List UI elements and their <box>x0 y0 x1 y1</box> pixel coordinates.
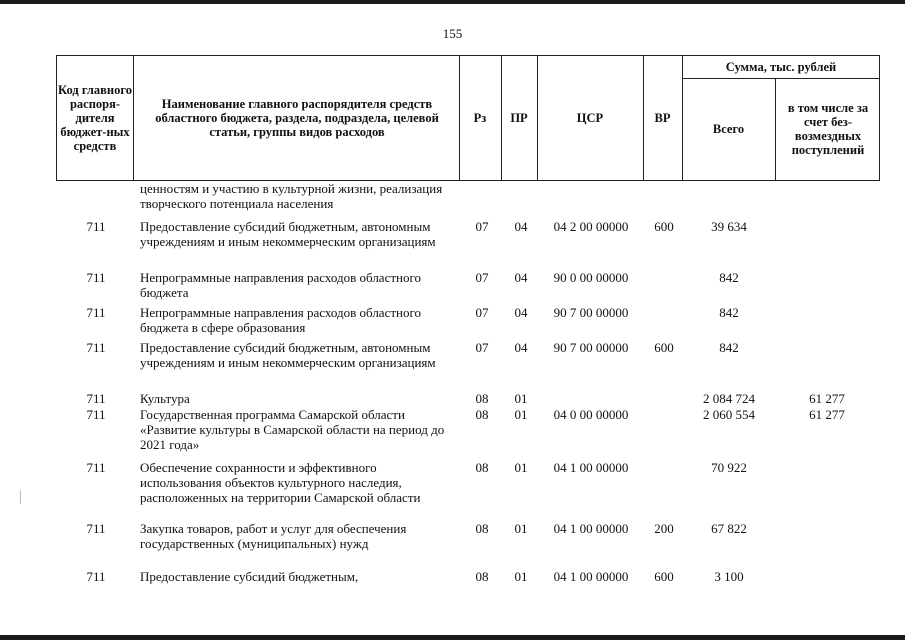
col-divider <box>775 78 776 180</box>
cell-rz: 08 <box>475 569 489 584</box>
table-row <box>56 270 880 305</box>
cell-vr: 600 <box>654 340 674 355</box>
cell-pr: 04 <box>514 270 528 285</box>
cell-pr: 04 <box>514 305 528 320</box>
cell-code: 711 <box>86 340 106 355</box>
cell-csr: 04 2 00 00000 <box>553 219 629 234</box>
cell-pr: 01 <box>514 407 528 422</box>
cell-name: Государственная программа Самарской области «Развитие культуры в Самарской области на период до 2021 года» <box>140 407 445 452</box>
table-row <box>56 460 880 521</box>
header-sum: Сумма, тыс. рублей <box>725 60 837 74</box>
table-row <box>56 569 880 585</box>
table-row <box>56 391 880 407</box>
col-divider <box>133 56 134 180</box>
cell-name: Непрограммные направления расходов областного бюджета в сфере образования <box>140 305 421 335</box>
header-csr: ЦСР <box>576 111 604 125</box>
cell-csr: 04 0 00 00000 <box>553 407 629 422</box>
scan-top-border <box>0 0 905 4</box>
table-body <box>56 181 880 585</box>
cell-csr: 04 1 00 00000 <box>553 569 629 584</box>
cell-vr: 600 <box>654 219 674 234</box>
header-rz: Рз <box>473 111 487 125</box>
cell-code: 711 <box>86 521 106 536</box>
cell-name: Предоставление субсидий бюджетным, <box>140 569 359 584</box>
cell-free: 61 277 <box>809 407 845 422</box>
cell-code: 711 <box>86 270 106 285</box>
cell-rz: 08 <box>475 391 489 406</box>
cell-total: 67 822 <box>711 521 747 536</box>
scan-edge-mark <box>20 490 21 504</box>
header-vr: ВР <box>654 111 671 125</box>
cell-total: 2 084 724 <box>703 391 755 406</box>
table-row <box>56 219 880 270</box>
cell-pr: 01 <box>514 569 528 584</box>
cell-total: 842 <box>719 340 739 355</box>
cell-free: 61 277 <box>809 391 845 406</box>
cell-total: 3 100 <box>714 569 744 584</box>
header-name: Наименование главного распорядителя средств областного бюджета, раздела, подраздела, целевой статьи, группы видов расходов <box>155 97 439 139</box>
cell-name: Предоставление субсидий бюджетным, автономным учреждениям и иным некоммерческим организациям <box>140 340 436 370</box>
cell-code: 711 <box>86 305 106 320</box>
cell-csr: 90 7 00 00000 <box>553 340 629 355</box>
page-number: 155 <box>442 26 463 41</box>
cell-pr: 01 <box>514 391 528 406</box>
scan-bottom-border <box>0 635 905 640</box>
cell-code: 711 <box>86 391 106 406</box>
cell-csr: 04 1 00 00000 <box>553 460 629 475</box>
cell-pr: 04 <box>514 340 528 355</box>
cell-csr: 90 7 00 00000 <box>553 305 629 320</box>
header-total: Всего <box>712 122 745 136</box>
cell-pr: 04 <box>514 219 528 234</box>
cell-pr: 01 <box>514 521 528 536</box>
cell-total: 70 922 <box>711 460 747 475</box>
cell-name: Закупка товаров, работ и услуг для обеспечения государственных (муниципальных) нужд <box>140 521 407 551</box>
cell-rz: 08 <box>475 521 489 536</box>
cell-rz: 07 <box>475 219 489 234</box>
table-row <box>56 305 880 340</box>
cell-code: 711 <box>86 460 106 475</box>
cell-vr: 200 <box>654 521 674 536</box>
cell-name: ценностям и участию в культурной жизни, реализация творческого потенциала населения <box>140 181 443 211</box>
cell-name: Культура <box>140 391 190 406</box>
cell-name: Обеспечение сохранности и эффективного использования объектов культурного наследия, расположенных на территории Самарской области <box>140 460 421 505</box>
cell-code: 711 <box>86 569 106 584</box>
cell-rz: 07 <box>475 340 489 355</box>
cell-code: 711 <box>86 219 106 234</box>
table-row <box>56 340 880 391</box>
cell-vr: 600 <box>654 569 674 584</box>
cell-csr: 04 1 00 00000 <box>553 521 629 536</box>
header-pr: ПР <box>510 111 528 125</box>
table-row <box>56 181 880 219</box>
table-row <box>56 521 880 569</box>
cell-total: 842 <box>719 270 739 285</box>
header-free: в том числе за счет без-возмездных поступлений <box>787 101 869 157</box>
header-code: Код главного распоря-дителя бюджет-ных средств <box>58 83 132 153</box>
cell-rz: 08 <box>475 407 489 422</box>
cell-name: Предоставление субсидий бюджетным, автономным учреждениям и иным некоммерческим организациям <box>140 219 436 249</box>
cell-code: 711 <box>86 407 106 422</box>
cell-rz: 07 <box>475 270 489 285</box>
table-header <box>56 55 880 181</box>
cell-total: 842 <box>719 305 739 320</box>
cell-name: Непрограммные направления расходов областного бюджета <box>140 270 421 300</box>
cell-total: 2 060 554 <box>703 407 755 422</box>
table-row <box>56 407 880 460</box>
cell-pr: 01 <box>514 460 528 475</box>
cell-total: 39 634 <box>711 219 747 234</box>
cell-rz: 07 <box>475 305 489 320</box>
cell-rz: 08 <box>475 460 489 475</box>
cell-csr: 90 0 00 00000 <box>553 270 629 285</box>
